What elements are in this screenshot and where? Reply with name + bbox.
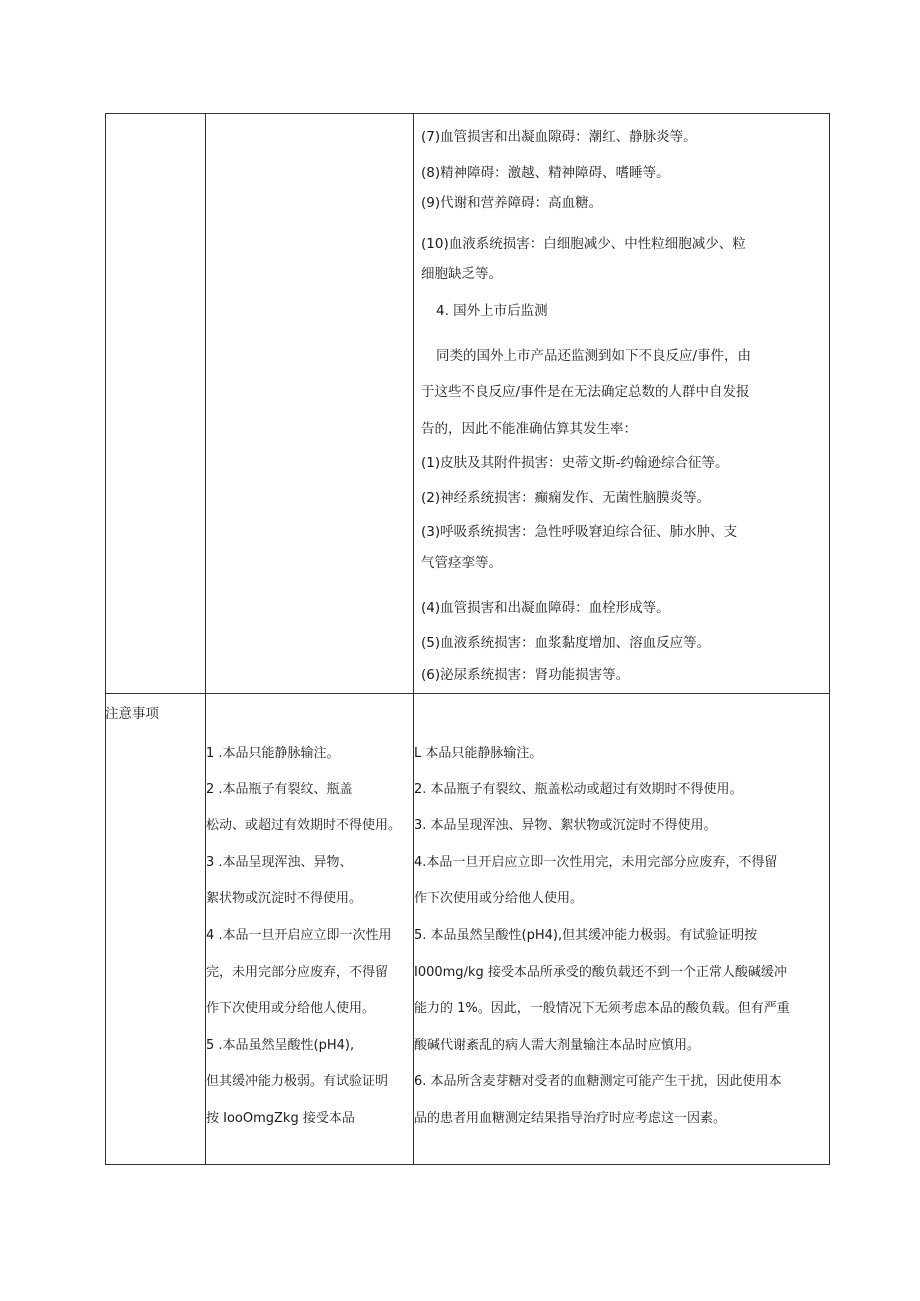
precaution-line: 1 .本品只能静脉输注。 (206, 746, 340, 761)
adverse-reaction-line: (2)神经系统损害：癫痫发作、无菌性脑膜炎等。 (421, 490, 711, 506)
adverse-reaction-line: (7)血管损害和出凝血隙碍：潮红、静脉炎等。 (421, 129, 697, 145)
precaution-line: 6. 本品所含麦芽糖对受者的血糖测定可能产生干扰，因此使用本 (414, 1074, 782, 1089)
precaution-line: 松动、或超过有效期时不得使用。 (206, 818, 402, 833)
precaution-line: 品的患者用血糖测定结果指导治疗时应考虑这一因素。 (414, 1111, 727, 1126)
precautions-label: 注意事项 (105, 706, 159, 722)
adverse-reaction-line: (3)呼吸系统损害：急性呼吸窘迫综合征、肺水肿、支 (421, 524, 738, 540)
precaution-line: L 本品只能静脉输注。 (414, 746, 543, 761)
precaution-line: 3. 本品呈现浑浊、异物、絮状物或沉淀时不得使用。 (414, 818, 717, 833)
adverse-reaction-line: (6)泌尿系统损害：肾功能损害等。 (421, 667, 630, 683)
adverse-reaction-line: (10)血液系统损害：白细胞减少、中性粒细胞减少、粒 (421, 236, 746, 252)
adverse-reaction-line: (8)精神障碍：激越、精神障碍、嗜睡等。 (421, 165, 670, 181)
precaution-line: 2 .本品瓶子有裂纹、瓶盖 (206, 782, 353, 797)
precaution-line: 能力的 1%。因此，一般情况下无须考虑本品的酸负载。但有严重 (414, 1001, 790, 1016)
precaution-line: 作下次使用或分给他人使用。 (206, 1001, 376, 1016)
precaution-line: 作下次使用或分给他人使用。 (414, 891, 584, 906)
precaution-line: 4.本品一旦开启应立即一次性用完，未用完部分应废弃，不得留 (414, 855, 778, 870)
precaution-line: 4 .本品一旦开启应立即一次性用 (206, 928, 392, 943)
precaution-line: 5. 本品虽然呈酸性(pH4),但其缓冲能力极弱。有试验证明按 (414, 928, 758, 943)
precaution-line: 絮状物或沉淀时不得使用。 (206, 891, 363, 906)
precaution-line: 5 .本品虽然呈酸性(pH4), (206, 1038, 355, 1053)
adverse-reaction-line: (9)代谢和营养障碍：高血糖。 (421, 195, 603, 211)
precaution-line: I000mg∕kg 接受本品所承受的酸负载还不到一个正常人酸碱缓冲 (414, 965, 787, 980)
adverse-reaction-line: (1)皮肤及其附件损害：史蒂文斯-约翰逊综合征等。 (421, 455, 729, 471)
paragraph-line: 告的，因此不能准确估算其发生率： (421, 421, 637, 437)
adverse-reaction-line: (4)血管损害和出凝血障碍：血栓形成等。 (421, 600, 670, 616)
precaution-line: 按 IooOmgZkg 接受本品 (206, 1111, 355, 1126)
adverse-reaction-line: (5)血液系统损害：血浆黏度增加、溶血反应等。 (421, 635, 711, 651)
precaution-line: 酸碱代谢紊乱的病人需大剂量输注本品时应慎用。 (414, 1038, 701, 1053)
precaution-line: 2. 本品瓶子有裂纹、瓶盖松动或超过有效期时不得使用。 (414, 782, 743, 797)
adverse-reaction-line: 气管痉挛等。 (421, 555, 502, 571)
precaution-line: 但其缓冲能力极弱。有试验证明 (206, 1074, 389, 1089)
precaution-line: 完，未用完部分应废弃，不得留 (206, 965, 389, 980)
section-heading: 4. 国外上市后监测 (436, 303, 548, 319)
precaution-line: 3 .本品呈现浑浊、异物、 (206, 855, 353, 870)
paragraph-line: 于这些不良反应/事件是在无法确定总数的人群中自发报 (421, 384, 750, 400)
adverse-reaction-line: 细胞缺乏等。 (421, 266, 502, 282)
paragraph-line: 同类的国外上市产品还监测到如下不良反应/事件，由 (436, 348, 752, 364)
row-divider (106, 693, 829, 694)
